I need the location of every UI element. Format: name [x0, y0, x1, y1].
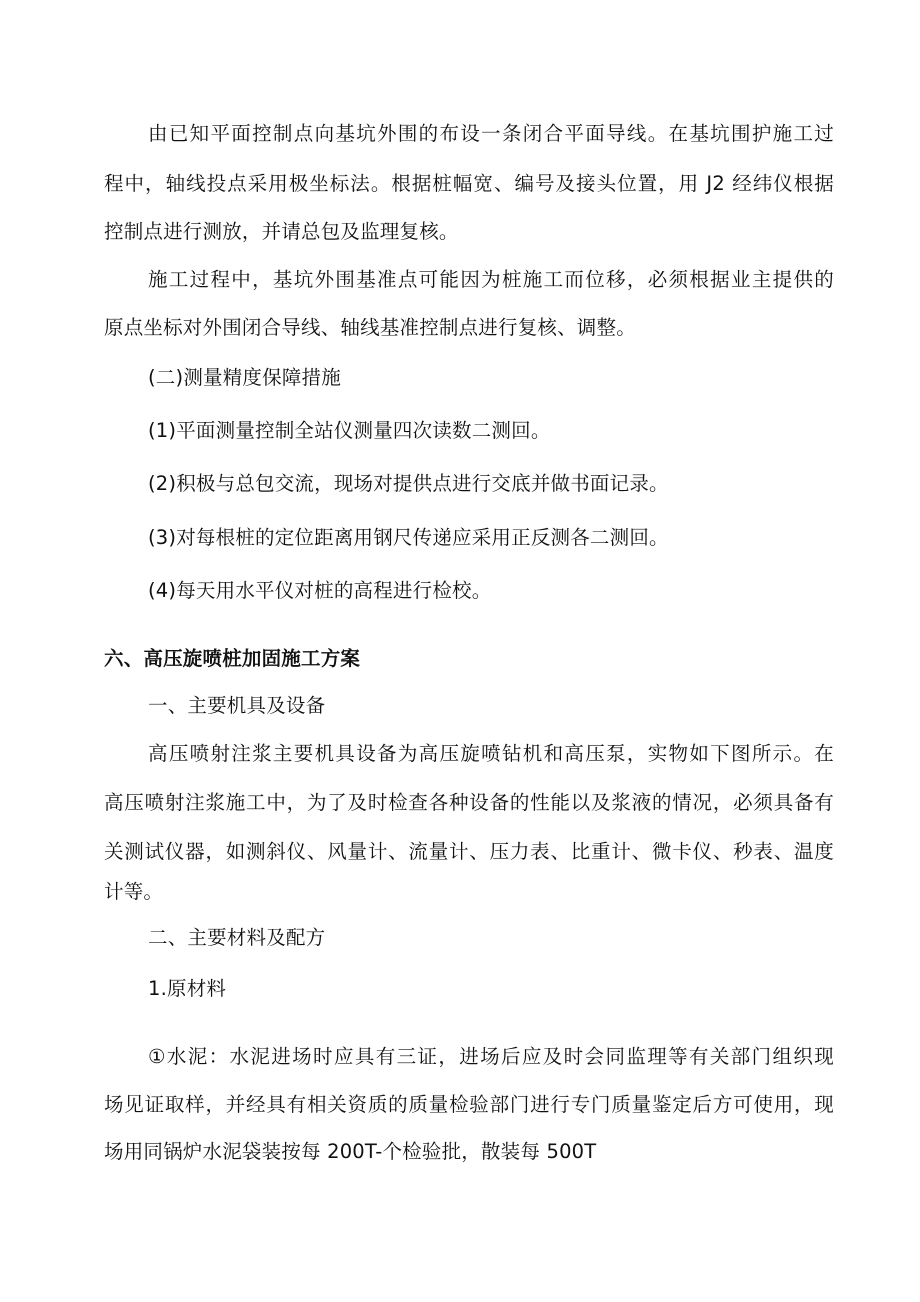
measure-item: (2)积极与总包交流，现场对提供点进行交底并做书面记录。: [148, 472, 669, 495]
paragraph-3-line-2: 高压喷射注浆施工中，为了及时检查各种设备的性能以及浆液的情况，必须具备有: [104, 791, 834, 814]
paragraph-3-line-3: 关测试仪器，如测斜仪、风量计、流量计、压力表、比重计、微卡仪、秒表、温度: [104, 840, 834, 863]
paragraph-1-line-2: 程中，轴线投点采用极坐标法。根据桩幅宽、编号及接头位置，用 J2 经纬仪根据: [104, 172, 834, 195]
measure-item: (3)对每根桩的定位距离用钢尺传递应采用正反测各二测回。: [148, 526, 669, 549]
paragraph-4-line-2: 场见证取样，并经具有相关资质的质量检验部门进行专门质量鉴定后方可使用，现: [104, 1093, 834, 1116]
paragraph-4-line-1: ①水泥：水泥进场时应具有三证，进场后应及时会同监理等有关部门组织现: [148, 1045, 834, 1068]
paragraph-2-line-2: 原点坐标对外围闭合导线、轴线基准控制点进行复核、调整。: [104, 316, 636, 339]
paragraph-3-line-4: 计等。: [104, 880, 164, 903]
subheading-equipment: 一、主要机具及设备: [148, 694, 326, 717]
paragraph-3-line-1: 高压喷射注浆主要机具设备为高压旋喷钻机和高压泵，实物如下图所示。在: [148, 742, 834, 765]
raw-materials-title: 1.原材料: [148, 977, 227, 1000]
subheading-materials: 二、主要材料及配方: [148, 926, 326, 949]
paragraph-4-line-3: 场用同锅炉水泥袋装按每 200T-个检验批，散装每 500T: [104, 1140, 597, 1163]
paragraph-1-line-3: 控制点进行测放，并请总包及监理复核。: [104, 220, 459, 243]
subsection-title-measurement-accuracy: (二)测量精度保障措施: [148, 366, 341, 389]
paragraph-1-line-1: 由已知平面控制点向基坑外围的布设一条闭合平面导线。在基坑围护施工过: [148, 122, 834, 145]
measure-item: (1)平面测量控制全站仪测量四次读数二测回。: [148, 419, 551, 442]
paragraph-2-line-1: 施工过程中，基坑外围基准点可能因为桩施工而位移，必须根据业主提供的: [148, 268, 834, 291]
section-heading: 六、高压旋喷桩加固施工方案: [104, 647, 361, 670]
measure-item: (4)每天用水平仪对桩的高程进行检校。: [148, 579, 492, 602]
